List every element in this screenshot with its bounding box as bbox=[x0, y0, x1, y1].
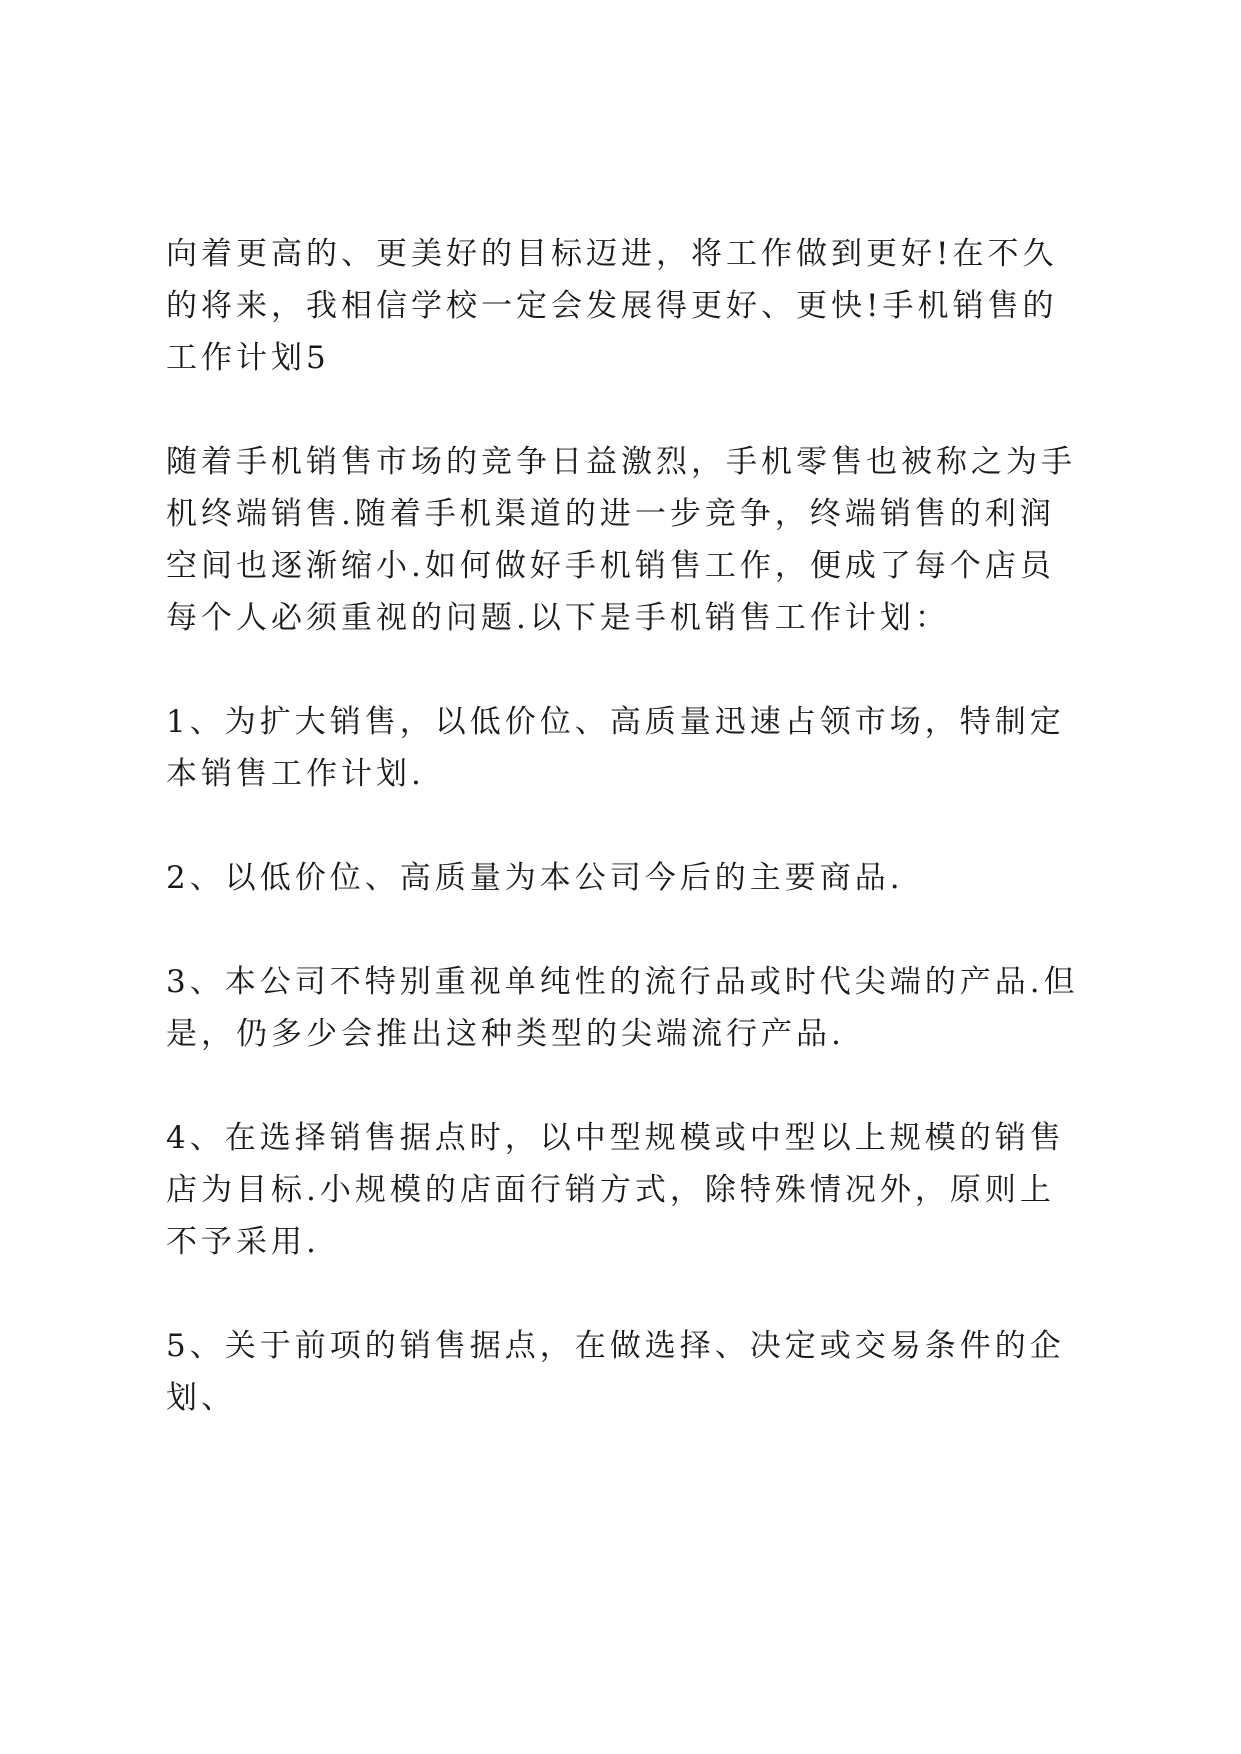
paragraph-item-4: 4、在选择销售据点时，以中型规模或中型以上规模的销售店为目标.小规模的店面行销方式，除特殊情况外，原则上不予采用. bbox=[166, 1120, 1065, 1260]
paragraph-intro: 向着更高的、更美好的目标迈进，将工作做到更好!在不久的将来，我相信学校一定会发展得更好、更快!手机销售的工作计划5 bbox=[166, 236, 1058, 376]
paragraph-item-3: 3、本公司不特别重视单纯性的流行品或时代尖端的产品.但是，仍多少会推出这种类型的尖端流行产品. bbox=[166, 964, 1079, 1052]
paragraph-item-5: 5、关于前项的销售据点，在做选择、决定或交易条件的企划、 bbox=[166, 1328, 1065, 1416]
paragraph-context: 随着手机销售市场的竞争日益激烈，手机零售也被称之为手机终端销售.随着手机渠道的进一步竞争，终端销售的利润空间也逐渐缩小.如何做好手机销售工作，便成了每个店员每个人必须重视的问题.以下是手机销售工作计划： bbox=[166, 444, 1076, 636]
paragraph-item-1: 1、为扩大销售，以低价位、高质量迅速占领市场，特制定本销售工作计划. bbox=[166, 704, 1065, 792]
document-body bbox=[166, 228, 1086, 1476]
paragraph-item-2: 2、以低价位、高质量为本公司今后的主要商品. bbox=[166, 860, 904, 896]
